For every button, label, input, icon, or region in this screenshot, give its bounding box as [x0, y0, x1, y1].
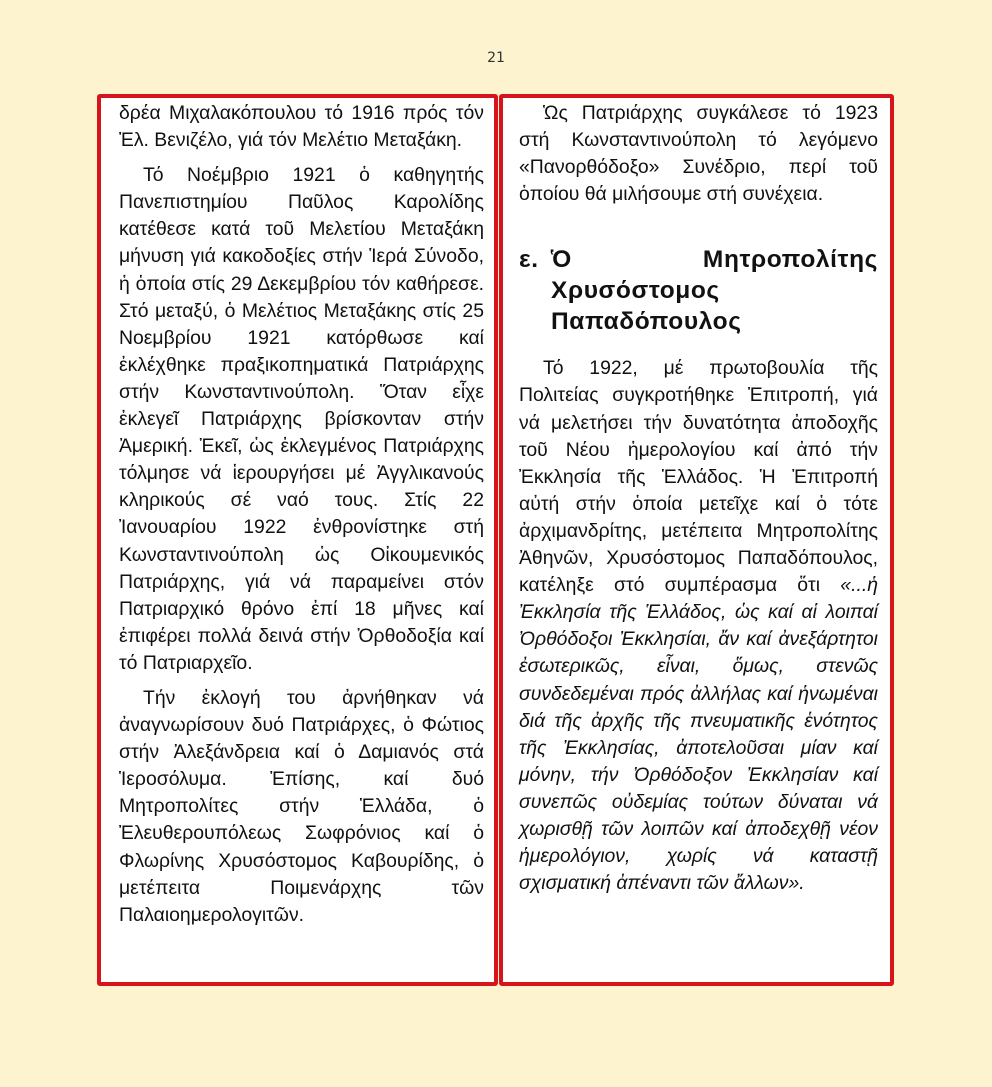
- paragraph: Τό Νοέμβριο 1921 ὁ καθηγητής Πανεπιστημίου Παῦλος Καρολίδης κατέθεσε κατά τοῦ Μελετίου Μεταξάκη μήνυση γιά κακοδοξίες στήν Ἱερά Σύνοδο, ἡ ὁποία στίς 29 Δεκεμβρίου τόν καθήρεσε. Στό μεταξύ, ὁ Μελέτιος Μεταξάκης στίς 25 Νοεμβρίου 1921 κατόρθωσε καί ἐκλέχθηκε πραξικοπηματικά Πατριάρχης στήν Κωνσταντινούπολη. Ὅταν εἶχε ἐκλεγεῖ Πατριάρχης βρίσκονταν στήν Ἀμερική. Ἐκεῖ, ὡς ἐκλεγμένος Πατριάρχης τόλμησε νά ἱερουργήσει μέ Ἀγγλικανούς κληρικούς σέ ναό τους. Στίς 22 Ἰανουαρίου 1922 ἐνθρονίστηκε στή Κωνσταντινούπολη ὡς Οἰκουμενικός Πατριάρχης, γιά νά παραμείνει στόν Πατριαρχικό θρόνο ἐπί 18 μῆνες καί ἐπιφέρει πολλά δεινά στήν Ὀρθοδοξία καί τό Πατριαρχεῖο.: [119, 164, 484, 674]
- section-mark: ε.: [519, 246, 539, 274]
- paragraph: Τήν ἐκλογή του ἀρνήθηκαν νά ἀναγνωρίσουν δυό Πατριάρχες, ὁ Φώτιος στήν Ἀλεξάνδρεια καί ὁ Δαμιανός στά Ἱεροσόλυμα. Ἐπίσης, καί δυό Μητροπολίτες στήν Ἑλλάδα, ὁ Ἐλευθερουπόλεως Σωφρόνιος καί ὁ Φλωρίνης Χρυσόστομος Καβουρίδης, ὁ μετέπειτα Ποιμενάρχης τῶν Παλαιοημερολογιτῶν.: [119, 686, 484, 926]
- page-number: 21: [487, 50, 505, 66]
- quoted-text: «...ἡ Ἐκκλησία τῆς Ἑλλάδος, ὡς καί αἱ λοιπαί Ὀρθόδοξοι Ἐκκλησίαι, ἄν καί ἀνεξάρτητοι ἐσωτερικῶς, εἶναι, ὅμως, στενῶς συνδεδεμέναι πρός ἀλλήλας καί ἡνωμέναι διά τῆς ἀρχῆς τῆς πνευματικῆς ἑνότητος τῆς Ἐκκλησίας, ἀποτελοῦσαι μίαν καί μόνην, τήν Ὀρθόδοξον Ἐκκλησίαν καί συνεπῶς οὐδεμίας τούτων δύναται νά χωρισθῇ τῶν λοιπῶν καί ἀποδεχθῇ νέον ἡμερολόγιον, χωρίς νά καταστῇ σχισματική ἀπέναντι τῶν ἄλλων».: [519, 574, 878, 895]
- paragraph: δρέα Μιχαλακόπουλου τό 1916 πρός τόν Ἐλ. Βενιζέλο, γιά τόν Μελέτιο Μεταξάκη.: [119, 102, 484, 152]
- paragraph-text: Τό 1922, μέ πρωτοβουλία τῆς Πολιτείας συγκροτήθηκε Ἐπιτροπή, γιά νά μελετήσει τήν δυνατότητα ἀποδοχῆς τοῦ Νέου ἡμερολογίου καί ἀπό τήν Ἐκκλησία τῆς Ἑλλάδος. Ἡ Ἐπιτροπή αὐτή στήν ὁποία μετεῖχε καί ὁ τότε ἀρχιμανδρίτης, μετέπειτα Μητροπολίτης Ἀθηνῶν, Χρυσόστομος Παπαδόπουλος, κατέληξε στό συμπέρασμα ὅτι: [519, 357, 878, 597]
- paragraph: [519, 355, 878, 897]
- section-heading: [519, 244, 878, 337]
- section-title: Ὁ Μητροπολίτης Χρυσόστομος Παπαδόπουλος: [551, 246, 878, 336]
- right-column-highlight: [499, 94, 894, 986]
- left-column-highlight: [97, 94, 498, 986]
- paragraph: Ὡς Πατριάρχης συγκάλεσε τό 1923 στή Κωνσταντινούπολη τό λεγόμενο «Πανορθόδοξο» Συνέδριο, περί τοῦ ὁποίου θά μιλήσουμε στή συνέχεια.: [519, 102, 878, 206]
